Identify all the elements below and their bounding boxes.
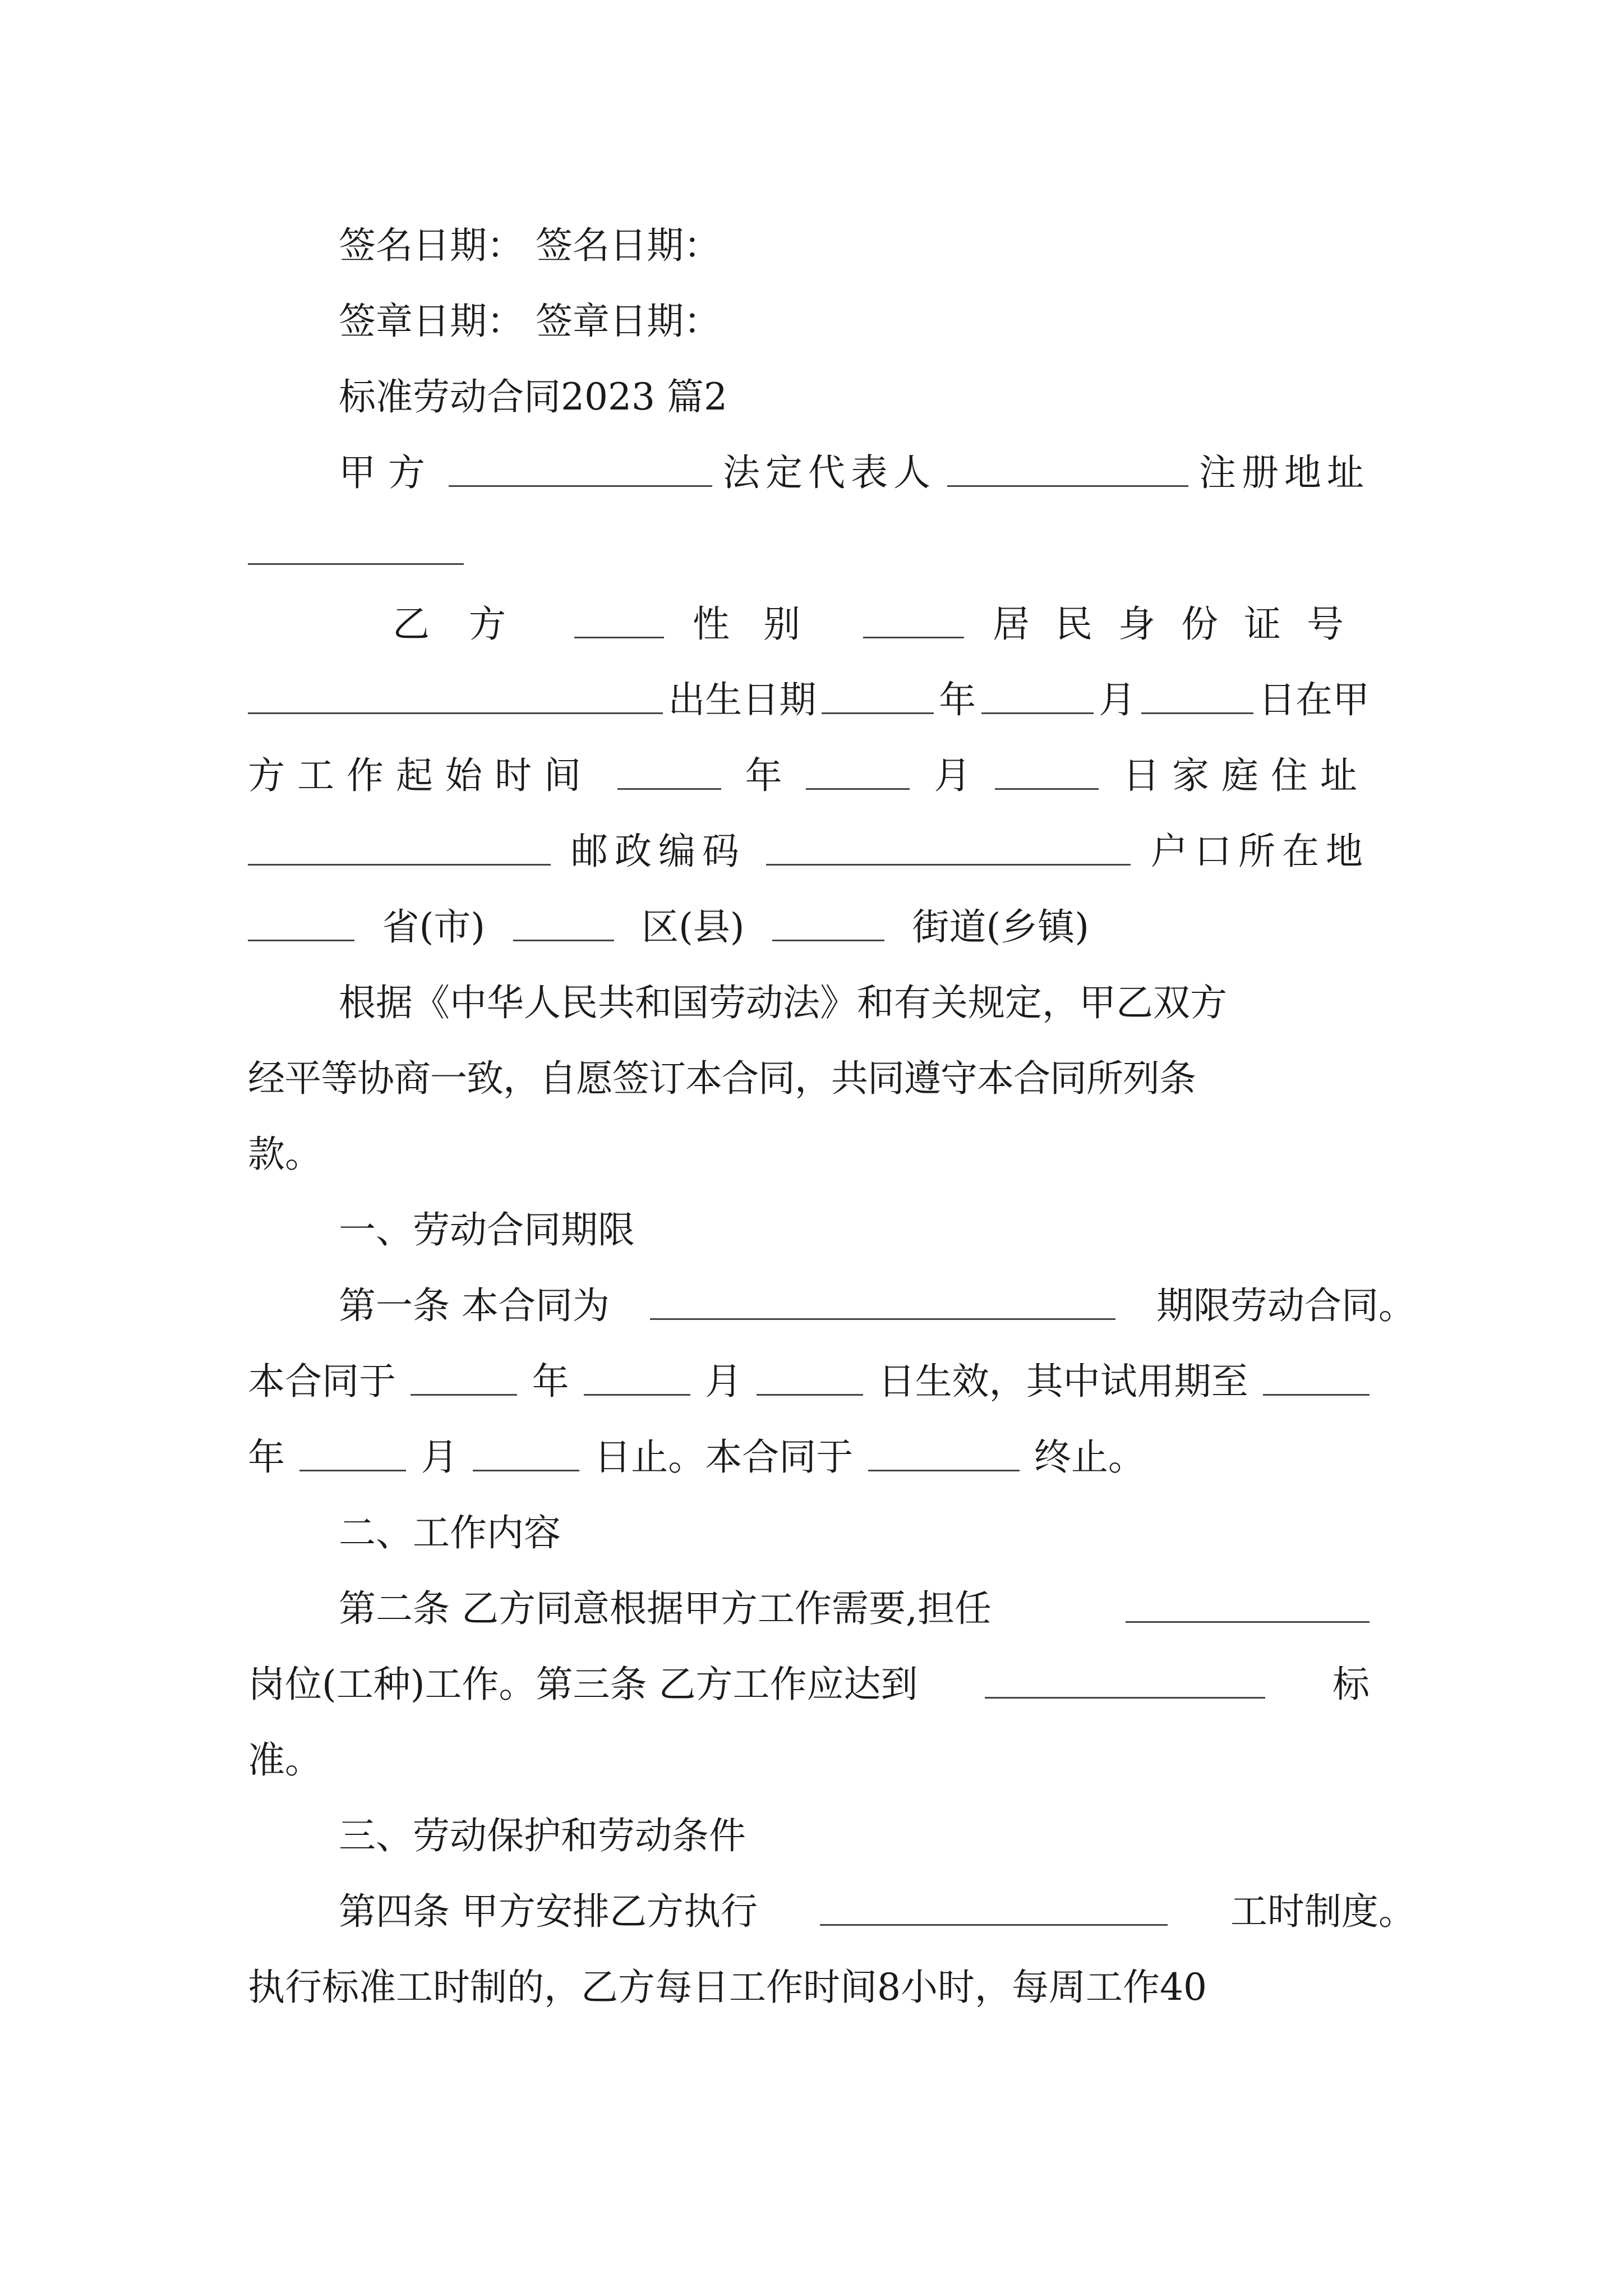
probation-end-line bbox=[248, 1435, 1145, 1480]
birth-date-label: 出生日期 bbox=[668, 678, 817, 721]
seal-date-line: 签章日期： 签章日期： bbox=[339, 300, 721, 343]
article-3-start: 岗位(工种)工作。第三条 乙方工作应达到 bbox=[248, 1663, 918, 1706]
month-label: 月 bbox=[934, 754, 971, 797]
home-address-label: 日家庭住址 bbox=[1122, 754, 1370, 797]
month-label: 月 bbox=[1099, 678, 1136, 721]
party-b-line bbox=[393, 602, 1370, 647]
district-blank bbox=[513, 905, 614, 941]
effective-date-line bbox=[248, 1359, 1370, 1404]
effective-day-blank bbox=[757, 1359, 863, 1396]
section-1-heading: 一、劳动合同期限 bbox=[339, 1208, 635, 1251]
article-3-end: 标 bbox=[1332, 1663, 1370, 1706]
probation-end-suffix: 日止。本合同于 bbox=[594, 1435, 854, 1479]
section-2-heading: 二、工作内容 bbox=[339, 1511, 561, 1554]
article-4-line bbox=[339, 1889, 1415, 1934]
article-3-line bbox=[248, 1662, 1370, 1707]
day-label: 日在甲 bbox=[1258, 678, 1370, 721]
year-label: 年 bbox=[939, 678, 976, 721]
year-label: 年 bbox=[745, 754, 782, 797]
sign-date-line: 签名日期： 签名日期： bbox=[339, 224, 721, 267]
start-time-line bbox=[248, 753, 1370, 798]
street-blank bbox=[772, 905, 884, 941]
province-label: 省(市) bbox=[382, 905, 485, 949]
registered-address-blank bbox=[248, 563, 464, 565]
gender-blank bbox=[863, 602, 964, 638]
probation-year-blank bbox=[1263, 1359, 1370, 1396]
working-hours-blank bbox=[820, 1889, 1168, 1926]
postcode-blank bbox=[766, 829, 1131, 866]
postcode-label: 邮政编码 bbox=[571, 830, 746, 873]
id-birth-line bbox=[248, 678, 1370, 723]
hukou-detail-line bbox=[248, 905, 1089, 950]
article-1-start: 第一条 本合同为 bbox=[339, 1284, 610, 1327]
gender-label: 性别 bbox=[693, 602, 834, 646]
start-day-blank bbox=[995, 753, 1099, 790]
probation-day-blank bbox=[473, 1435, 579, 1471]
start-time-label: 方工作起始时间 bbox=[248, 754, 593, 797]
year-label: 年 bbox=[248, 1435, 285, 1479]
party-b-label: 乙方 bbox=[393, 602, 545, 646]
legal-rep-label: 法定代表人 bbox=[723, 451, 936, 494]
effective-suffix: 日生效，其中试用期至 bbox=[878, 1360, 1248, 1403]
birth-month-blank bbox=[981, 678, 1094, 714]
effective-prefix: 本合同于 bbox=[248, 1360, 396, 1403]
registered-address-label: 注册地址 bbox=[1199, 451, 1370, 494]
work-standard-blank bbox=[985, 1662, 1265, 1699]
party-b-name-blank bbox=[574, 602, 664, 638]
termination-label: 终止。 bbox=[1034, 1435, 1145, 1479]
effective-month-blank bbox=[584, 1359, 690, 1396]
article-4-end: 工时制度。 bbox=[1230, 1890, 1415, 1933]
article-2-line bbox=[339, 1586, 1370, 1631]
effective-year-blank bbox=[411, 1359, 517, 1396]
year-label: 年 bbox=[532, 1360, 569, 1403]
id-number-blank bbox=[248, 678, 663, 714]
start-month-blank bbox=[806, 753, 910, 790]
street-label: 街道(乡镇) bbox=[912, 905, 1089, 949]
id-number-label: 居民身份证号 bbox=[993, 602, 1370, 646]
position-blank bbox=[1126, 1586, 1370, 1623]
party-a-line bbox=[339, 450, 1370, 495]
month-label: 月 bbox=[421, 1435, 458, 1479]
section-title: 标准劳动合同2023 篇2 bbox=[339, 375, 727, 418]
preamble-line-1: 根据《中华人民共和国劳动法》和有关规定，甲乙双方 bbox=[339, 981, 1227, 1024]
party-a-name-blank bbox=[449, 450, 712, 487]
probation-month-blank bbox=[299, 1435, 406, 1471]
article-4-continuation: 执行标准工时制的，乙方每日工作时间8小时，每周工作40 bbox=[248, 1966, 1207, 2009]
article-1-line bbox=[339, 1283, 1415, 1328]
address-postcode-line bbox=[248, 829, 1370, 874]
section-3-heading: 三、劳动保护和劳动条件 bbox=[339, 1814, 746, 1857]
month-label: 月 bbox=[705, 1360, 743, 1403]
party-a-label: 甲方 bbox=[339, 451, 437, 494]
birth-day-blank bbox=[1141, 678, 1253, 714]
hukou-label: 户口所在地 bbox=[1151, 830, 1370, 873]
district-label: 区(县) bbox=[642, 905, 745, 949]
article-3-end-line: 准。 bbox=[248, 1738, 322, 1782]
preamble-line-3: 款。 bbox=[248, 1133, 322, 1176]
termination-blank bbox=[868, 1435, 1020, 1471]
contract-term-blank bbox=[650, 1283, 1115, 1320]
birth-year-blank bbox=[822, 678, 934, 714]
home-address-blank bbox=[248, 829, 551, 866]
start-year-blank bbox=[617, 753, 721, 790]
province-blank bbox=[248, 905, 354, 941]
article-1-end: 期限劳动合同。 bbox=[1156, 1284, 1415, 1327]
article-2-start: 第二条 乙方同意根据甲方工作需要,担任 bbox=[339, 1587, 992, 1630]
legal-rep-blank bbox=[947, 450, 1188, 487]
preamble-line-2: 经平等协商一致，自愿签订本合同，共同遵守本合同所列条 bbox=[248, 1057, 1196, 1100]
article-4-start: 第四条 甲方安排乙方执行 bbox=[339, 1890, 758, 1933]
